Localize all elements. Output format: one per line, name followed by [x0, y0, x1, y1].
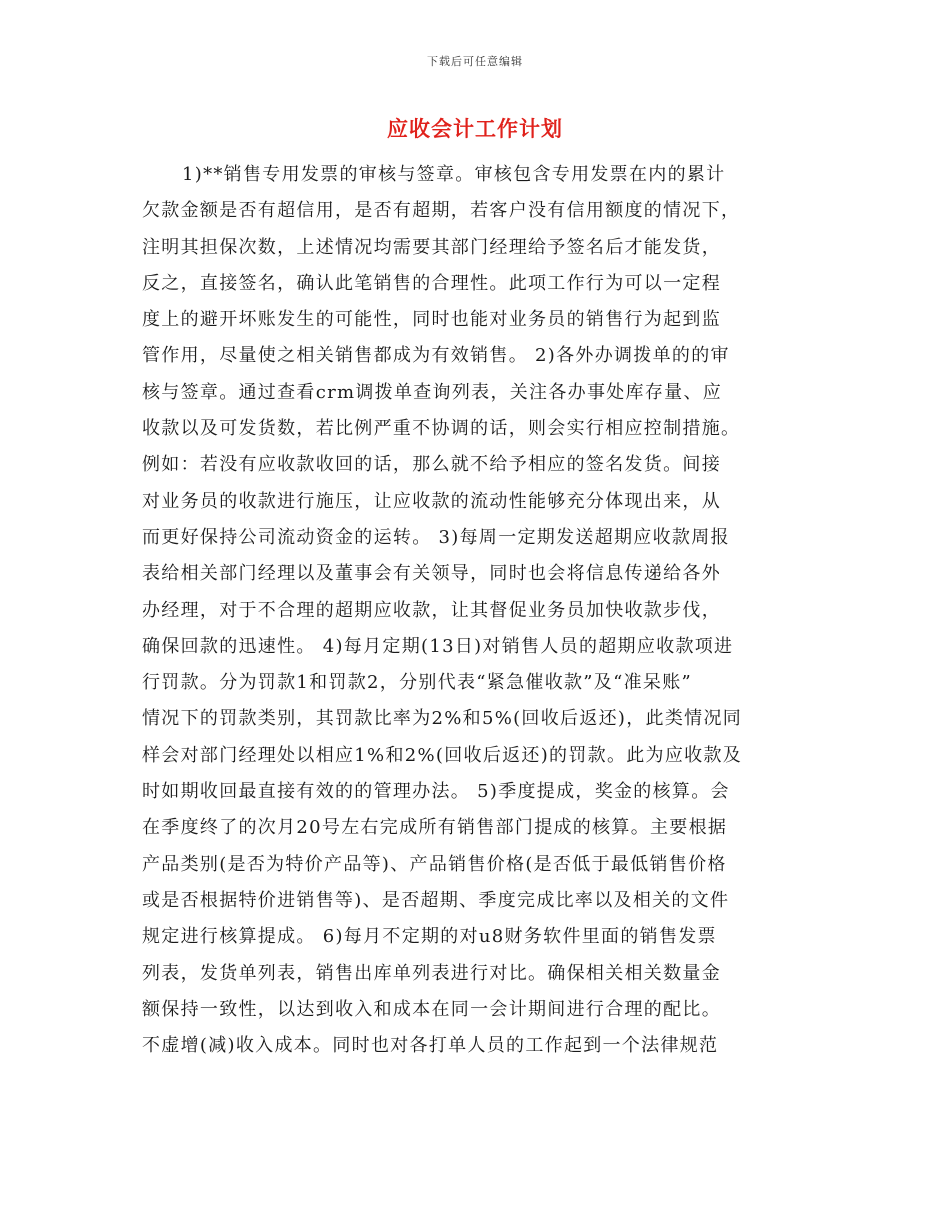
body-line: 不虚增(减)收入成本。同时也对各打单人员的工作起到一个法律规范	[142, 1035, 719, 1057]
body-line: 行罚款。分为罚款1和罚款2，分别代表“紧急催收款”及“准呆账”	[142, 672, 693, 694]
page-header-note: 下载后可任意编辑	[427, 55, 523, 68]
body-line: 而更好保持公司流动资金的运转。 3)每周一定期发送超期应收款周报	[142, 526, 730, 548]
body-line: 欠款金额是否有超信用，是否有超期，若客户没有信用额度的情况下，	[142, 200, 741, 222]
body-line: 情况下的罚款类别，其罚款比率为2%和5%(回收后返还)，此类情况同	[142, 708, 743, 730]
body-line: 核与签章。通过查看crm调拨单查询列表，关注各办事处库存量、应	[142, 381, 723, 403]
body-line: 1)**销售专用发票的审核与签章。审核包含专用发票在内的累计	[182, 164, 726, 185]
body-line: 度上的避开坏账发生的可能性，同时也能对业务员的销售行为起到监	[142, 309, 721, 331]
body-line: 例如：若没有应收款收回的话，那么就不给予相应的签名发货。间接	[142, 454, 721, 476]
body-line: 表给相关部门经理以及董事会有关领导，同时也会将信息传递给各外	[142, 563, 721, 585]
body-line: 确保回款的迅速性。 4)每月定期(13日)对销售人员的超期应收款项进	[142, 635, 734, 657]
body-line: 样会对部门经理处以相应1%和2%(回收后返还)的罚款。此为应收款及	[142, 744, 743, 766]
body-line: 额保持一致性，以达到收入和成本在同一会计期间进行合理的配比。	[142, 998, 721, 1020]
body-line: 列表，发货单列表，销售出库单列表进行对比。确保相关相关数量金	[142, 962, 721, 984]
body-line: 在季度终了的次月20号左右完成所有销售部门提成的核算。主要根据	[142, 817, 728, 839]
body-line: 时如期收回最直接有效的的管理办法。 5)季度提成，奖金的核算。会	[142, 781, 730, 803]
body-line: 规定进行核算提成。 6)每月不定期的对u8财务软件里面的销售发票	[142, 926, 717, 948]
body-line: 办经理，对于不合理的超期应收款，让其督促业务员加快收款步伐，	[142, 599, 721, 621]
document-body	[142, 157, 810, 1064]
body-line: 反之，直接签名，确认此笔销售的合理性。此项工作行为可以一定程	[142, 272, 721, 294]
body-line: 对业务员的收款进行施压，让应收款的流动性能够充分体现出来，从	[142, 490, 721, 512]
body-line: 或是否根据特价进销售等)、是否超期、季度完成比率以及相关的文件	[142, 889, 730, 911]
body-line: 管作用，尽量使之相关销售都成为有效销售。 2)各外办调拨单的的审	[142, 345, 730, 367]
body-line: 产品类别(是否为特价产品等)、产品销售价格(是否低于最低销售价格	[142, 853, 727, 875]
body-line: 注明其担保次数，上述情况均需要其部门经理给予签名后才能发货，	[142, 236, 721, 258]
document-title: 应收会计工作计划	[387, 116, 563, 141]
body-line: 收款以及可发货数，若比例严重不协调的话，则会实行相应控制措施。	[142, 418, 741, 440]
